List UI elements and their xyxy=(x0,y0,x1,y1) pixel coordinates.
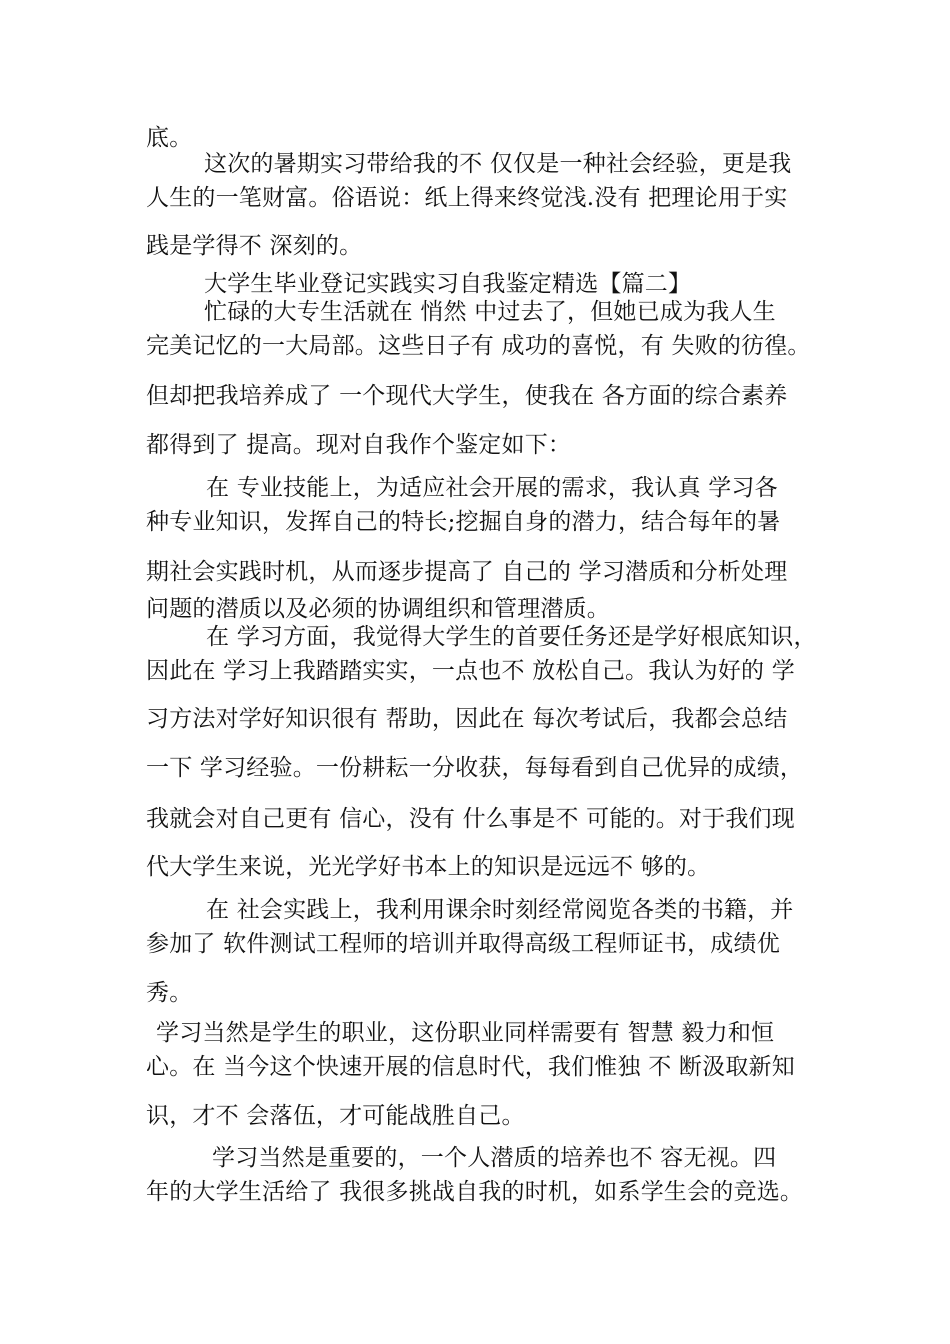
text-line: 一下 学习经验。一份耕耘一分收获，每每看到自己优异的成绩， xyxy=(146,755,804,781)
section-heading: 大学生毕业登记实践实习自我鉴定精选【篇二】 xyxy=(204,271,692,297)
text-line: 我就会对自己更有 信心，没有 什么事是不 可能的。对于我们现 xyxy=(146,806,795,832)
text-line: 在 社会实践上，我利用课余时刻经常阅览各类的书籍，并 xyxy=(206,897,794,923)
text-line: 都得到了 提高。现对自我作个鉴定如下： xyxy=(146,432,572,458)
text-line: 期社会实践时机，从而逐步提高了 自己的 学习潜质和分析处理 xyxy=(146,559,788,585)
text-line: 问题的潜质以及必须的协调组织和管理潜质。 xyxy=(146,596,610,622)
text-line: 学习当然是学生的职业，这份职业同样需要有 智慧 毅力和恒 xyxy=(156,1020,775,1046)
text-line: 完美记忆的一大局部。这些日子有 成功的喜悦，有 失败的彷徨。 xyxy=(146,333,811,359)
text-line: 代大学生来说，光光学好书本上的知识是远远不 够的。 xyxy=(146,854,711,880)
text-line: 学习当然是重要的，一个人潜质的培养也不 容无视。四 xyxy=(212,1145,777,1171)
text-line: 参加了 软件测试工程师的培训并取得高级工程师证书，成绩优 xyxy=(146,931,780,957)
text-line: 忙碌的大专生活就在 悄然 中过去了，但她已成为我人生 xyxy=(204,299,776,325)
text-line: 习方法对学好知识很有 帮助，因此在 每次考试后，我都会总结 xyxy=(146,706,788,732)
text-line: 种专业知识，发挥自己的特长;挖掘自身的潜力，结合每年的暑 xyxy=(146,509,781,535)
text-line: 践是学得不 深刻的。 xyxy=(146,233,363,259)
text-line: 因此在 学习上我踏踏实实，一点也不 放松自己。我认为好的 学 xyxy=(146,658,795,684)
text-line: 在 专业技能上，为适应社会开展的需求，我认真 学习各 xyxy=(206,475,778,501)
text-line: 在 学习方面，我觉得大学生的首要任务还是学好根底知识， xyxy=(206,624,817,650)
text-line: 底。 xyxy=(146,125,193,151)
text-line: 人生的一笔财富。俗语说：纸上得来终觉浅.没有 把理论用于实 xyxy=(146,185,788,211)
text-line: 但却把我培养成了 一个现代大学生，使我在 各方面的综合素养 xyxy=(146,383,788,409)
text-line: 年的大学生活给了 我很多挑战自我的时机，如系学生会的竞选。 xyxy=(146,1179,804,1205)
text-line: 心。在 当今这个快速开展的信息时代，我们惟独 不 断汲取新知 xyxy=(146,1054,795,1080)
text-line: 识，才不 会落伍，才可能战胜自己。 xyxy=(146,1103,525,1129)
text-line: 秀。 xyxy=(146,980,193,1006)
text-line: 这次的暑期实习带给我的不 仅仅是一种社会经验，更是我 xyxy=(204,151,792,177)
